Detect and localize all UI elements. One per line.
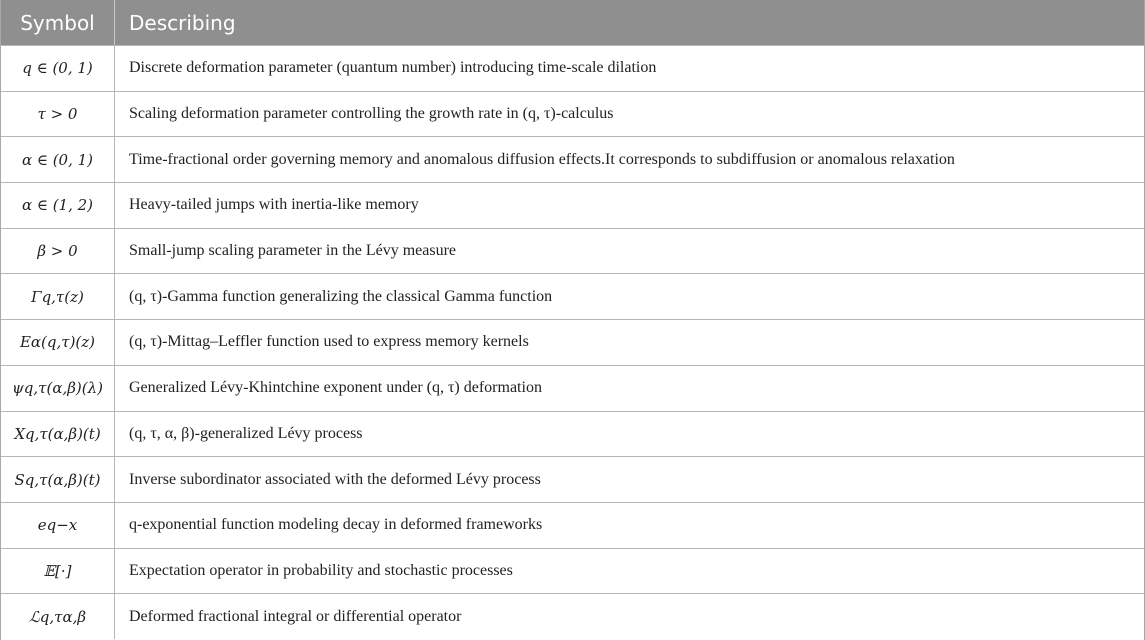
header-symbol: Symbol xyxy=(1,0,115,45)
symbol-cell: ψq,τ(α,β)(λ) xyxy=(1,366,115,411)
description-cell: (q, τ, α, β)-generalized Lévy process xyxy=(129,424,363,442)
description-cell: Discrete deformation parameter (quantum number) introducing time-scale dilation xyxy=(129,59,657,77)
table-row xyxy=(1,273,1144,319)
table-row xyxy=(1,456,1144,502)
symbol-cell: 𝔼[·] xyxy=(1,549,115,594)
symbol-cell: Eα(q,τ)(z) xyxy=(1,320,115,365)
symbol-cell: Γq,τ(z) xyxy=(1,274,115,319)
description-cell: Small-jump scaling parameter in the Lévy measure xyxy=(129,242,456,260)
table-row xyxy=(1,502,1144,548)
description-cell: Scaling deformation parameter controlling the growth rate in (q, τ)-calculus xyxy=(129,105,614,123)
symbol-cell: β > 0 xyxy=(1,229,115,274)
description-cell: Expectation operator in probability and stochastic processes xyxy=(129,561,513,579)
description-cell: (q, τ)-Mittag–Leffler function used to express memory kernels xyxy=(129,333,529,351)
table-row xyxy=(1,411,1144,457)
table-row xyxy=(1,45,1144,91)
symbol-cell: τ > 0 xyxy=(1,92,115,137)
symbol-cell: ℒq,τα,β xyxy=(1,594,115,639)
symbol-cell: Sq,τ(α,β)(t) xyxy=(1,457,115,502)
symbol-cell: q ∈ (0, 1) xyxy=(1,46,115,91)
description-cell: (q, τ)-Gamma function generalizing the classical Gamma function xyxy=(129,287,553,305)
symbol-cell: Xq,τ(α,β)(t) xyxy=(1,412,115,457)
table-row xyxy=(1,593,1144,639)
description-cell: Inverse subordinator associated with the deformed Lévy process xyxy=(129,470,541,488)
table-row xyxy=(1,319,1144,365)
description-cell: Generalized Lévy-Khintchine exponent under (q, τ) deformation xyxy=(129,379,542,397)
table-row xyxy=(1,548,1144,594)
description-cell: Heavy-tailed jumps with inertia-like memory xyxy=(129,196,419,214)
symbol-cell: α ∈ (1, 2) xyxy=(1,183,115,228)
table-row xyxy=(1,228,1144,274)
table-header xyxy=(1,0,1144,45)
symbol-cell: eq−x xyxy=(1,503,115,548)
table-row xyxy=(1,182,1144,228)
table-row xyxy=(1,91,1144,137)
description-cell: q-exponential function modeling decay in deformed frameworks xyxy=(129,516,543,534)
description-cell: Deformed fractional integral or differential operator xyxy=(129,607,462,625)
table-row xyxy=(1,136,1144,182)
symbol-cell: α ∈ (0, 1) xyxy=(1,137,115,182)
header-describing: Describing xyxy=(129,10,236,35)
description-cell: Time-fractional order governing memory and anomalous diffusion effects.It corresponds to subdiffusion or anomalous relaxation xyxy=(129,150,955,168)
table-row xyxy=(1,365,1144,411)
